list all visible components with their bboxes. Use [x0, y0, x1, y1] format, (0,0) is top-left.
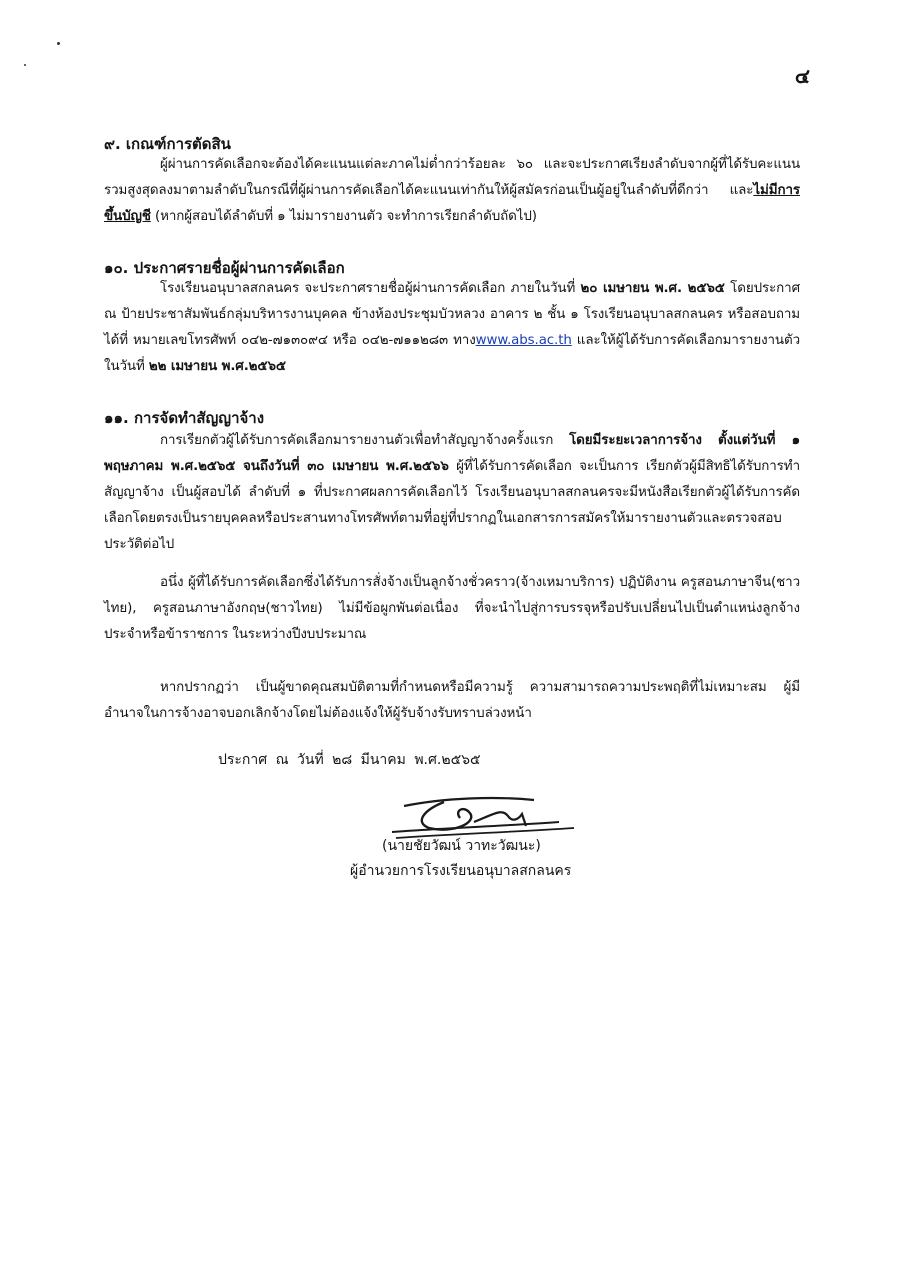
- signer-title: ผู้อำนวยการโรงเรียนอนุบาลสกลนคร: [350, 863, 572, 879]
- section-11-para-3-text: หากปรากฏว่า เป็นผู้ขาดคุณสมบัติตามที่กำหนดหรือมีความรู้ ความสามารถความประพฤติที่ไม่เหมาะสม ผู้มีอำนาจในการจ้างอาจบอกเลิกจ้างโดยไม่ต้องแจ้งให้ผู้รับจ้างรับทราบล่วงหน้า: [104, 680, 800, 721]
- section-11-text: การเรียกตัวผู้ได้รับการคัดเลือกมารายงานตัวเพื่อทำสัญญาจ้างครั้งแรก: [160, 433, 570, 448]
- section-9-body: [104, 152, 800, 230]
- section-11-text-tail: ผู้ที่ได้รับการคัดเลือก จะเป็นการ เรียกตัวผู้มีสิทธิได้รับการทำสัญญาจ้าง เป็นผู้สอบได้ ลำดับที่ ๑ ที่ประกาศผลการคัดเลือกไว้ โรงเรียนอนุบาลสกลนครจะมีหนังสือเรียกตัวผู้ได้รับการคัดเลือกโดยตรงเป็นรายบุคคลหรือประสานทางโทรศัพท์ตามที่อยู่ที่ปรากฏในเอกสารการสมัครให้มารายงานตัวและตรวจสอบประวัติต่อไป: [104, 459, 800, 552]
- section-11-para-1: [104, 428, 800, 558]
- section-10-body: [104, 276, 800, 380]
- section-9-text-tail: (หากผู้สอบได้ลำดับที่ ๑ ไม่มารายงานตัว จะทำการเรียกลำดับถัดไป): [150, 209, 537, 224]
- announce-date: ๒๐ เมษายน พ.ศ. ๒๕๖๕: [580, 281, 725, 296]
- section-10-text-mid: โดยประกาศ ณ ป้ายประชาสัมพันธ์กลุ่มบริหารงานบุคคล ข้างห้องประชุมบัวหลวง อาคาร ๒ ชั้น ๑ โรงเรียนอนุบาลสกลนคร หรือสอบถามได้ที่ หมายเลขโทรศัพท์ ๐๔๒-๗๑๓๐๙๔ หรือ ๐๔๒-๗๑๑๒๘๓ ทาง: [104, 281, 800, 348]
- contract-period: โดยมีระยะเวลาการจ้าง ตั้งแต่วันที่ ๑ พฤษภาคม พ.ศ.๒๕๖๕ จนถึงวันที่ ๓๐ เมษายน พ.ศ.๒๕๖๖: [104, 433, 800, 474]
- section-11-para-2: [104, 570, 800, 648]
- section-10-text: โรงเรียนอนุบาลสกลนคร จะประกาศรายชื่อผู้ผ่านการคัดเลือก ภายในวันที่: [160, 281, 581, 296]
- section-11-para-2-text: อนึ่ง ผู้ที่ได้รับการคัดเลือกซึ่งได้รับการสั่งจ้างเป็นลูกจ้างชั่วคราว(จ้างเหมาบริการ) ปฏิบัติงาน ครูสอนภาษาจีน(ชาวไทย), ครูสอนภาษาอังกฤษ(ชาวไทย) ไม่มีข้อผูกพันต่อเนื่อง ที่จะนำไปสู่การบรรจุหรือปรับเปลี่ยนไปเป็นตำแหน่งลูกจ้างประจำหรือข้าราชการ ในระหว่างปีงบประมาณ: [104, 575, 800, 642]
- section-11-para-3: [104, 675, 800, 727]
- no-waiting-list-emphasis: ไม่มีการขึ้นบัญชี: [104, 183, 800, 224]
- section-11-heading: ๑๑. การจัดทำสัญญาจ้าง: [104, 409, 265, 427]
- school-website-link[interactable]: www.abs.ac.th: [475, 333, 572, 348]
- signer-name: (นายชัยวัฒน์ วาทะวัฒนะ): [382, 838, 541, 854]
- announcement-date-line: ประกาศ ณ วันที่ ๒๘ มีนาคม พ.ศ.๒๕๖๕: [218, 752, 481, 768]
- section-10-text-tail: และให้ผู้ได้รับการคัดเลือกมารายงานตัว ในวันที่: [104, 333, 801, 374]
- report-date: ๒๒ เมษายน พ.ศ.๒๕๖๕: [148, 359, 286, 374]
- scan-speck: [24, 64, 26, 66]
- page-number: ๔: [794, 64, 810, 88]
- section-9-heading: ๙. เกณฑ์การตัดสิน: [104, 135, 231, 153]
- section-9-text: ผู้ผ่านการคัดเลือกจะต้องได้คะแนนแต่ละภาคไม่ต่ำกว่าร้อยละ ๖๐ และจะประกาศเรียงลำดับจากผู้ที่ได้รับคะแนนรวมสูงสุดลงมาตามลำดับในกรณีที่ผู้ผ่านการคัดเลือกได้คะแนนเท่ากันให้ผู้สมัครก่อนเป็นผู้อยู่ในลำดับที่ดีกว่า และ: [104, 157, 800, 198]
- section-10-heading: ๑๐. ประกาศรายชื่อผู้ผ่านการคัดเลือก: [104, 259, 345, 277]
- scan-speck: [57, 42, 60, 45]
